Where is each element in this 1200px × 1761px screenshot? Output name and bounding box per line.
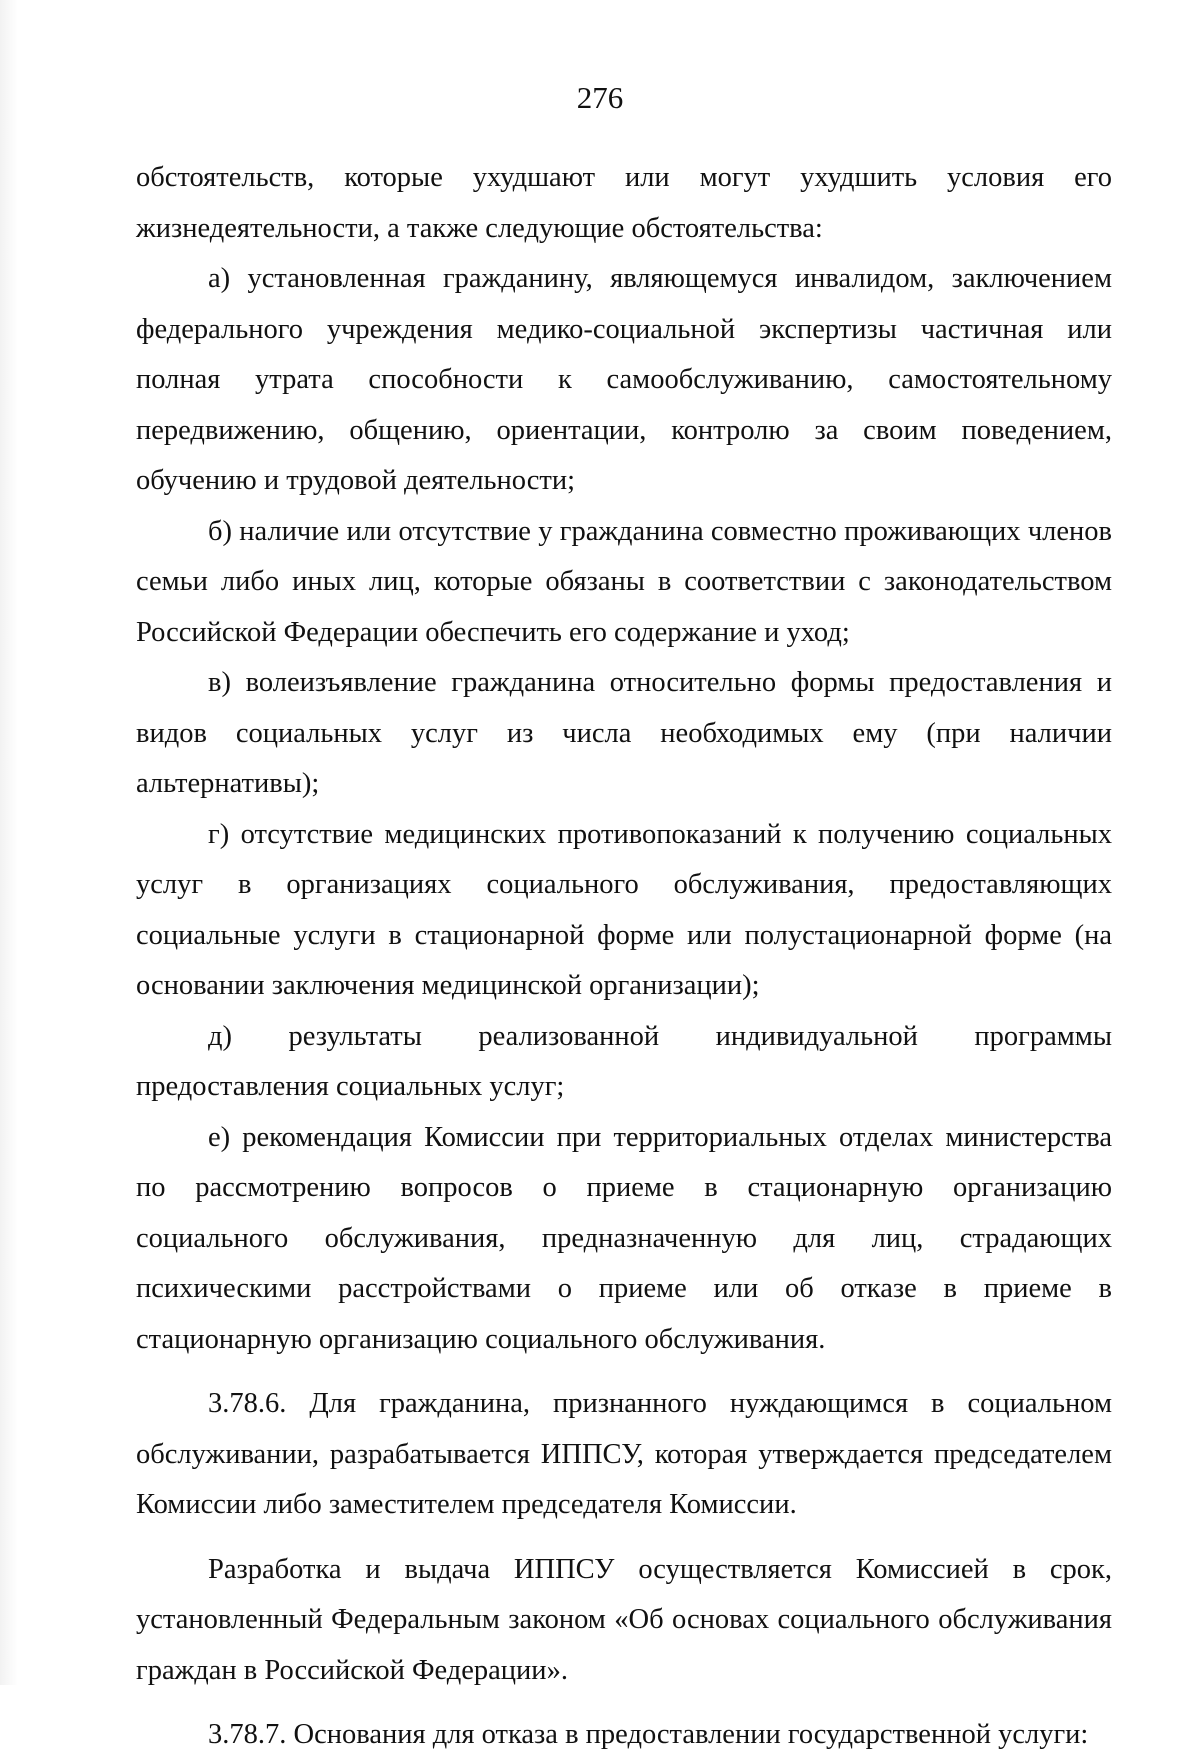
paragraph-item-v: в) волеизъявление гражданина относительно формы предоставления и видов социальных услуг из числа необходимых ему (при наличии альтернативы); <box>136 667 1112 799</box>
paragraph-ippsu-development: Разработка и выдача ИППСУ осуществляется Комиссией в срок, установленный Федеральным законом «Об основах социального обслуживания граждан в Российской Федерации». <box>136 1553 1112 1686</box>
document-body <box>136 153 1112 1761</box>
paragraph-item-b: б) наличие или отсутствие у гражданина совместно проживающих членов семьи либо иных лиц, которые обязаны в соответствии с законодательством Российской Федерации обеспечить его содержание и уход; <box>136 515 1112 648</box>
paragraph-item-g: г) отсутствие медицинских противопоказаний к получению социальных услуг в организациях социального обслуживания, предоставляющих социальные услуги в стационарной форме или полустационарной форме (на основании заключения медицинской организации); <box>136 818 1112 1001</box>
paragraph-section-3-78-7: 3.78.7. Основания для отказа в предоставлении государственной услуги: <box>208 1719 1089 1750</box>
paragraph-item-e: е) рекомендация Комиссии при территориальных отделах министерства по рассмотрению вопросов о приеме в стационарную организацию социального обслуживания, предназначенную для лиц, страдающих психическими расстройствами о приеме или об отказе в приеме в стационарную организацию социального обслуживания. <box>136 1121 1112 1355</box>
scan-edge-shadow <box>0 0 18 1685</box>
paragraph-continuation: обстоятельств, которые ухудшают или могут ухудшить условия его жизнедеятельности, а также следующие обстоятельства: <box>136 162 1112 244</box>
paragraph-item-d: д) результаты реализованной индивидуальной программы предоставления социальных услуг; <box>136 1020 1112 1102</box>
paragraph-item-a: а) установленная гражданину, являющемуся инвалидом, заключением федерального учреждения медико-социальной экспертизы частичная или полная утрата способности к самообслуживанию, самостоятельному передвижению, общению, ориентации, контролю за своим поведением, обучению и трудовой деятельности; <box>136 263 1112 496</box>
page-number: 276 <box>576 80 624 115</box>
paragraph-section-3-78-6: 3.78.6. Для гражданина, признанного нуждающимся в социальном обслуживании, разрабатывается ИППСУ, которая утверждается председателем Комиссии либо заместителем председателя Комиссии. <box>136 1388 1112 1520</box>
